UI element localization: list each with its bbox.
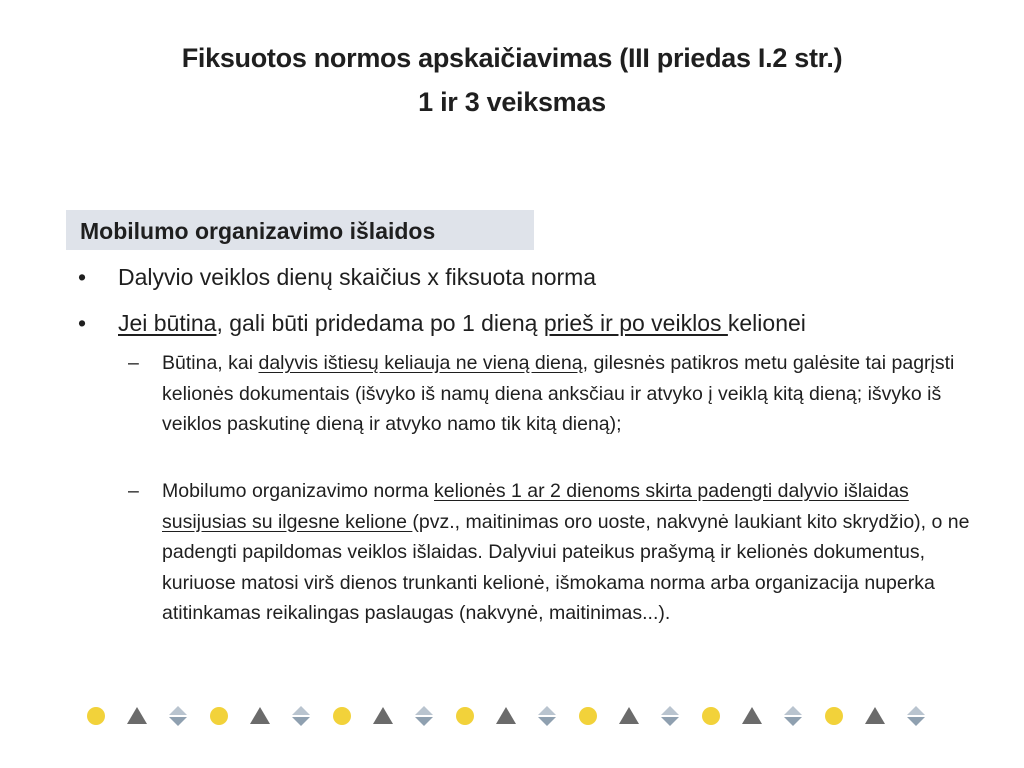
- decorative-shape-row: [84, 704, 944, 728]
- sub-item-text: [162, 476, 988, 629]
- decorative-circle-icon: [87, 707, 105, 725]
- bullet-underlined-condition: Jei būtina: [118, 310, 217, 336]
- decorative-triangle-icon: [619, 707, 639, 724]
- sub-marker: –: [128, 352, 139, 374]
- decorative-triangle-icon: [742, 707, 762, 724]
- decorative-circle-icon: [579, 707, 597, 725]
- decorative-triangle-icon: [865, 707, 885, 724]
- sub-text-rest: (pvz., maitinimas oro uoste, nakvynė laukiant kito skrydžio), o ne padengti papildomas veiklos išlaidas. Dalyviui pateikus prašymą ir kelionės dokumentus, kuriuose matosi virš dienos trunkanti kelionė, išmokama norma arba organizacija nuperka atitinkamas reikalingas paslaugas (nakvynė, maitinimas...).: [162, 510, 970, 624]
- bullet-item-2: [78, 308, 806, 338]
- slide-title-line1: Fiksuotos normos apskaičiavimas (III priedas I.2 str.): [181, 43, 843, 73]
- decorative-diamond-icon: [292, 706, 310, 726]
- sub-text-rest: , gilesnės patikros metu galėsite tai pagrįsti kelionės dokumentais (išvyko iš namų diena anksčiau ir atvyko į veiklą kitą dieną; išvyko iš veiklos paskutinę dieną ir atvyko namo tik kitą dieną);: [162, 352, 955, 435]
- bullet-text: , gali būti pridedama po 1 dieną: [216, 310, 544, 336]
- decorative-diamond-icon: [661, 706, 679, 726]
- sub-item-2: [128, 476, 988, 629]
- sub-item-text: [162, 348, 988, 440]
- decorative-diamond-icon: [169, 706, 187, 726]
- sub-text-underlined: kelionės 1 ar 2 dienoms skirta padengti dalyvio išlaidas susijusias su ilgesne kelione: [162, 480, 909, 533]
- bullet-marker: •: [78, 264, 87, 290]
- decorative-triangle-icon: [496, 707, 516, 724]
- sub-text-start: Mobilumo organizavimo norma: [162, 480, 435, 502]
- decorative-circle-icon: [702, 707, 720, 725]
- bullet-text-end: kelionei: [727, 310, 806, 336]
- section-header: Mobilumo organizavimo išlaidos: [66, 210, 534, 250]
- decorative-circle-icon: [333, 707, 351, 725]
- decorative-diamond-icon: [907, 706, 925, 726]
- bullet-underlined-timing: prieš ir po veiklos: [543, 310, 728, 336]
- decorative-shapes: [84, 704, 944, 728]
- decorative-triangle-icon: [373, 707, 393, 724]
- sub-text-start: Būtina, kai: [162, 352, 259, 374]
- bullet-item-1: [78, 262, 596, 292]
- decorative-diamond-icon: [538, 706, 556, 726]
- slide-title: [0, 36, 1024, 124]
- sub-marker: –: [128, 480, 139, 502]
- decorative-diamond-icon: [784, 706, 802, 726]
- slide-title-line2: 1 ir 3 veiksmas: [418, 87, 606, 117]
- decorative-circle-icon: [456, 707, 474, 725]
- decorative-triangle-icon: [127, 707, 147, 724]
- decorative-triangle-icon: [250, 707, 270, 724]
- decorative-circle-icon: [210, 707, 228, 725]
- bullet-text: Dalyvio veiklos dienų skaičius x fiksuota norma: [118, 264, 597, 290]
- decorative-diamond-icon: [415, 706, 433, 726]
- decorative-circle-icon: [825, 707, 843, 725]
- bullet-marker: •: [78, 310, 87, 336]
- sub-item-1: [128, 348, 988, 440]
- sub-text-underlined: dalyvis ištiesų keliauja ne vieną dieną: [258, 352, 583, 374]
